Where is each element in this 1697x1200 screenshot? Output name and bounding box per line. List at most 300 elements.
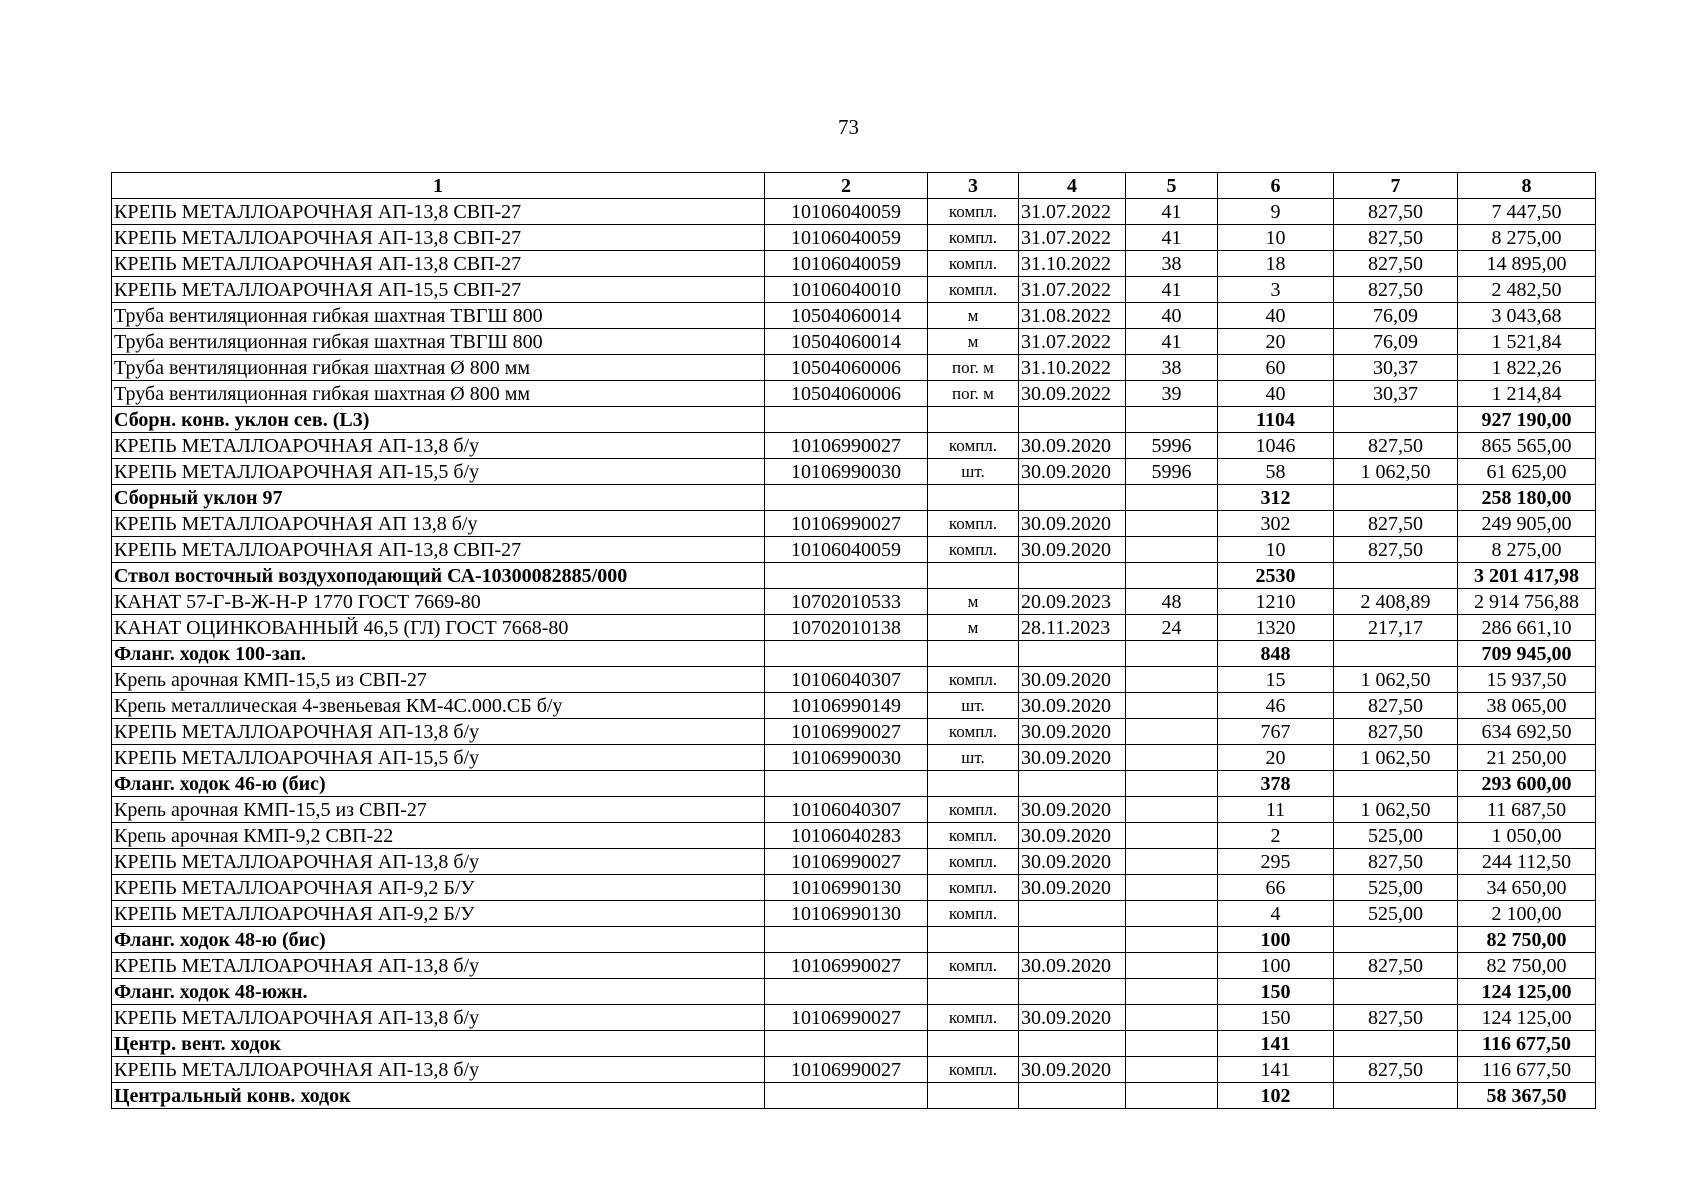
cell-name: КРЕПЬ МЕТАЛЛОАРОЧНАЯ АП-15,5 СВП-27 xyxy=(112,277,765,303)
cell-amount: 11 687,50 xyxy=(1458,797,1596,823)
cell-amount: 1 521,84 xyxy=(1458,329,1596,355)
cell-code: 10106990027 xyxy=(765,1005,928,1031)
cell-price: 827,50 xyxy=(1334,719,1458,745)
cell-quantity: 141 xyxy=(1218,1031,1334,1057)
cell-date xyxy=(1019,901,1126,927)
cell-date: 30.09.2022 xyxy=(1019,381,1126,407)
cell-code: 10106990027 xyxy=(765,511,928,537)
group-row xyxy=(112,771,1596,797)
cell-date: 30.09.2020 xyxy=(1019,537,1126,563)
group-row xyxy=(112,979,1596,1005)
cell-unit: компл. xyxy=(928,277,1019,303)
cell-price: 827,50 xyxy=(1334,1005,1458,1031)
cell-date xyxy=(1019,407,1126,433)
table-row xyxy=(112,849,1596,875)
cell-price: 76,09 xyxy=(1334,329,1458,355)
cell-amount: 244 112,50 xyxy=(1458,849,1596,875)
cell-code: 10106040059 xyxy=(765,225,928,251)
table-row xyxy=(112,615,1596,641)
table-row xyxy=(112,667,1596,693)
cell-months: 24 xyxy=(1126,615,1218,641)
cell-quantity: 20 xyxy=(1218,745,1334,771)
cell-quantity: 1210 xyxy=(1218,589,1334,615)
cell-months: 38 xyxy=(1126,355,1218,381)
cell-code xyxy=(765,1083,928,1109)
group-row xyxy=(112,485,1596,511)
cell-quantity: 3 xyxy=(1218,277,1334,303)
cell-code xyxy=(765,641,928,667)
cell-unit: пог. м xyxy=(928,355,1019,381)
cell-quantity: 40 xyxy=(1218,303,1334,329)
cell-unit: компл. xyxy=(928,901,1019,927)
cell-amount: 116 677,50 xyxy=(1458,1031,1596,1057)
cell-unit: шт. xyxy=(928,745,1019,771)
group-row xyxy=(112,407,1596,433)
cell-date: 31.07.2022 xyxy=(1019,225,1126,251)
cell-amount: 14 895,00 xyxy=(1458,251,1596,277)
cell-date: 30.09.2020 xyxy=(1019,1057,1126,1083)
table-row xyxy=(112,693,1596,719)
cell-amount: 865 565,00 xyxy=(1458,433,1596,459)
cell-unit: м xyxy=(928,329,1019,355)
cell-price: 1 062,50 xyxy=(1334,459,1458,485)
cell-price xyxy=(1334,771,1458,797)
header-cell: 4 xyxy=(1019,173,1126,199)
cell-months xyxy=(1126,745,1218,771)
cell-price: 827,50 xyxy=(1334,199,1458,225)
cell-months: 41 xyxy=(1126,225,1218,251)
cell-quantity: 10 xyxy=(1218,537,1334,563)
cell-date: 30.09.2020 xyxy=(1019,1005,1126,1031)
cell-code xyxy=(765,407,928,433)
cell-date: 30.09.2020 xyxy=(1019,823,1126,849)
cell-date: 30.09.2020 xyxy=(1019,953,1126,979)
table-row xyxy=(112,433,1596,459)
cell-price: 217,17 xyxy=(1334,615,1458,641)
cell-amount: 8 275,00 xyxy=(1458,537,1596,563)
cell-code: 10106040307 xyxy=(765,667,928,693)
cell-code: 10106990027 xyxy=(765,719,928,745)
cell-months xyxy=(1126,797,1218,823)
cell-code: 10106040059 xyxy=(765,537,928,563)
cell-price: 827,50 xyxy=(1334,1057,1458,1083)
cell-price xyxy=(1334,563,1458,589)
cell-code: 10106040010 xyxy=(765,277,928,303)
cell-code: 10106990027 xyxy=(765,953,928,979)
header-cell: 2 xyxy=(765,173,928,199)
cell-unit: компл. xyxy=(928,511,1019,537)
cell-months: 5996 xyxy=(1126,433,1218,459)
cell-unit: шт. xyxy=(928,693,1019,719)
group-row xyxy=(112,927,1596,953)
cell-code: 10106990030 xyxy=(765,459,928,485)
header-cell: 1 xyxy=(112,173,765,199)
cell-name: Труба вентиляционная гибкая шахтная ТВГШ 800 xyxy=(112,329,765,355)
cell-code: 10106990130 xyxy=(765,875,928,901)
cell-quantity: 141 xyxy=(1218,1057,1334,1083)
cell-price xyxy=(1334,407,1458,433)
cell-price: 525,00 xyxy=(1334,901,1458,927)
cell-price: 827,50 xyxy=(1334,693,1458,719)
cell-quantity: 11 xyxy=(1218,797,1334,823)
cell-price: 30,37 xyxy=(1334,355,1458,381)
cell-name: КРЕПЬ МЕТАЛЛОАРОЧНАЯ АП-13,8 СВП-27 xyxy=(112,251,765,277)
cell-name: Крепь арочная КМП-15,5 из СВП-27 xyxy=(112,797,765,823)
cell-name: КРЕПЬ МЕТАЛЛОАРОЧНАЯ АП-9,2 Б/У xyxy=(112,901,765,927)
cell-code: 10106040059 xyxy=(765,251,928,277)
table-row xyxy=(112,381,1596,407)
cell-quantity: 150 xyxy=(1218,1005,1334,1031)
cell-price: 525,00 xyxy=(1334,875,1458,901)
cell-amount: 293 600,00 xyxy=(1458,771,1596,797)
table-row xyxy=(112,1005,1596,1031)
cell-unit: м xyxy=(928,589,1019,615)
cell-date: 31.10.2022 xyxy=(1019,355,1126,381)
cell-code xyxy=(765,485,928,511)
cell-months xyxy=(1126,537,1218,563)
cell-name: Сборн. конв. уклон сев. (L3) xyxy=(112,407,765,433)
cell-amount: 34 650,00 xyxy=(1458,875,1596,901)
cell-name: Фланг. ходок 48-южн. xyxy=(112,979,765,1005)
cell-price: 30,37 xyxy=(1334,381,1458,407)
cell-name: КРЕПЬ МЕТАЛЛОАРОЧНАЯ АП-13,8 СВП-27 xyxy=(112,225,765,251)
cell-name: Фланг. ходок 48-ю (бис) xyxy=(112,927,765,953)
cell-date: 30.09.2020 xyxy=(1019,745,1126,771)
cell-date: 30.09.2020 xyxy=(1019,667,1126,693)
cell-code: 10106040059 xyxy=(765,199,928,225)
cell-unit: компл. xyxy=(928,199,1019,225)
cell-amount: 61 625,00 xyxy=(1458,459,1596,485)
cell-price: 827,50 xyxy=(1334,537,1458,563)
cell-price xyxy=(1334,641,1458,667)
cell-date: 30.09.2020 xyxy=(1019,875,1126,901)
cell-price xyxy=(1334,1031,1458,1057)
cell-quantity: 4 xyxy=(1218,901,1334,927)
cell-date xyxy=(1019,641,1126,667)
cell-quantity: 46 xyxy=(1218,693,1334,719)
table-row xyxy=(112,823,1596,849)
cell-date xyxy=(1019,927,1126,953)
cell-amount: 116 677,50 xyxy=(1458,1057,1596,1083)
cell-months: 41 xyxy=(1126,199,1218,225)
cell-code: 10106040307 xyxy=(765,797,928,823)
cell-months: 41 xyxy=(1126,329,1218,355)
cell-amount: 927 190,00 xyxy=(1458,407,1596,433)
cell-code: 10702010533 xyxy=(765,589,928,615)
table-row xyxy=(112,199,1596,225)
cell-amount: 8 275,00 xyxy=(1458,225,1596,251)
cell-price: 827,50 xyxy=(1334,251,1458,277)
cell-months xyxy=(1126,1031,1218,1057)
group-row xyxy=(112,1031,1596,1057)
cell-price: 76,09 xyxy=(1334,303,1458,329)
cell-quantity: 10 xyxy=(1218,225,1334,251)
cell-quantity: 102 xyxy=(1218,1083,1334,1109)
cell-unit: компл. xyxy=(928,251,1019,277)
cell-amount: 82 750,00 xyxy=(1458,953,1596,979)
table-row xyxy=(112,277,1596,303)
cell-months: 40 xyxy=(1126,303,1218,329)
table-row xyxy=(112,719,1596,745)
group-row xyxy=(112,1083,1596,1109)
cell-quantity: 312 xyxy=(1218,485,1334,511)
cell-months xyxy=(1126,823,1218,849)
cell-months xyxy=(1126,953,1218,979)
cell-name: Фланг. ходок 46-ю (бис) xyxy=(112,771,765,797)
cell-amount: 124 125,00 xyxy=(1458,1005,1596,1031)
cell-quantity: 66 xyxy=(1218,875,1334,901)
table-header-row xyxy=(112,173,1596,199)
cell-unit xyxy=(928,641,1019,667)
cell-code: 10106990149 xyxy=(765,693,928,719)
cell-unit: компл. xyxy=(928,537,1019,563)
cell-amount: 124 125,00 xyxy=(1458,979,1596,1005)
cell-code xyxy=(765,927,928,953)
cell-unit: м xyxy=(928,303,1019,329)
cell-date xyxy=(1019,979,1126,1005)
cell-unit: шт. xyxy=(928,459,1019,485)
cell-amount: 1 050,00 xyxy=(1458,823,1596,849)
cell-price: 827,50 xyxy=(1334,849,1458,875)
cell-unit: компл. xyxy=(928,433,1019,459)
cell-quantity: 295 xyxy=(1218,849,1334,875)
cell-amount: 82 750,00 xyxy=(1458,927,1596,953)
cell-unit xyxy=(928,979,1019,1005)
cell-months xyxy=(1126,927,1218,953)
cell-unit: компл. xyxy=(928,225,1019,251)
cell-amount: 709 945,00 xyxy=(1458,641,1596,667)
cell-name: Труба вентиляционная гибкая шахтная Ø 800 мм xyxy=(112,381,765,407)
cell-date xyxy=(1019,1083,1126,1109)
cell-amount: 2 100,00 xyxy=(1458,901,1596,927)
cell-date xyxy=(1019,563,1126,589)
cell-name: КРЕПЬ МЕТАЛЛОАРОЧНАЯ АП-13,8 б/у xyxy=(112,1057,765,1083)
cell-price xyxy=(1334,485,1458,511)
cell-code xyxy=(765,979,928,1005)
cell-months: 39 xyxy=(1126,381,1218,407)
cell-date: 31.08.2022 xyxy=(1019,303,1126,329)
cell-code: 10106990030 xyxy=(765,745,928,771)
cell-name: КРЕПЬ МЕТАЛЛОАРОЧНАЯ АП-13,8 б/у xyxy=(112,1005,765,1031)
cell-price: 2 408,89 xyxy=(1334,589,1458,615)
cell-name: КРЕПЬ МЕТАЛЛОАРОЧНАЯ АП-13,8 СВП-27 xyxy=(112,537,765,563)
cell-date xyxy=(1019,1031,1126,1057)
cell-name: КРЕПЬ МЕТАЛЛОАРОЧНАЯ АП-9,2 Б/У xyxy=(112,875,765,901)
cell-code xyxy=(765,563,928,589)
cell-unit: пог. м xyxy=(928,381,1019,407)
table-row xyxy=(112,511,1596,537)
table-row xyxy=(112,537,1596,563)
cell-unit xyxy=(928,563,1019,589)
cell-amount: 7 447,50 xyxy=(1458,199,1596,225)
cell-name: КРЕПЬ МЕТАЛЛОАРОЧНАЯ АП-13,8 б/у xyxy=(112,433,765,459)
cell-unit: компл. xyxy=(928,797,1019,823)
cell-months: 48 xyxy=(1126,589,1218,615)
cell-date: 20.09.2023 xyxy=(1019,589,1126,615)
cell-price: 827,50 xyxy=(1334,953,1458,979)
table-row xyxy=(112,329,1596,355)
table-row xyxy=(112,303,1596,329)
cell-unit xyxy=(928,1083,1019,1109)
cell-unit: м xyxy=(928,615,1019,641)
table-body xyxy=(112,199,1596,1109)
cell-quantity: 2 xyxy=(1218,823,1334,849)
cell-amount: 58 367,50 xyxy=(1458,1083,1596,1109)
cell-code: 10106040283 xyxy=(765,823,928,849)
cell-quantity: 58 xyxy=(1218,459,1334,485)
cell-amount: 249 905,00 xyxy=(1458,511,1596,537)
cell-quantity: 1104 xyxy=(1218,407,1334,433)
cell-quantity: 378 xyxy=(1218,771,1334,797)
cell-price: 827,50 xyxy=(1334,225,1458,251)
cell-unit xyxy=(928,485,1019,511)
cell-price xyxy=(1334,927,1458,953)
cell-quantity: 848 xyxy=(1218,641,1334,667)
cell-months xyxy=(1126,407,1218,433)
cell-quantity: 100 xyxy=(1218,927,1334,953)
table-row xyxy=(112,355,1596,381)
cell-date: 30.09.2020 xyxy=(1019,719,1126,745)
group-row xyxy=(112,641,1596,667)
cell-amount: 3 043,68 xyxy=(1458,303,1596,329)
cell-name: КРЕПЬ МЕТАЛЛОАРОЧНАЯ АП 13,8 б/у xyxy=(112,511,765,537)
cell-amount: 634 692,50 xyxy=(1458,719,1596,745)
cell-name: КАНАТ 57-Г-В-Ж-Н-Р 1770 ГОСТ 7669-80 xyxy=(112,589,765,615)
cell-date: 31.07.2022 xyxy=(1019,277,1126,303)
cell-quantity: 1320 xyxy=(1218,615,1334,641)
cell-months xyxy=(1126,563,1218,589)
cell-quantity: 18 xyxy=(1218,251,1334,277)
cell-date: 30.09.2020 xyxy=(1019,849,1126,875)
cell-date: 31.07.2022 xyxy=(1019,329,1126,355)
cell-months xyxy=(1126,485,1218,511)
cell-name: Крепь металлическая 4-звеньевая КМ-4С.000.СБ б/у xyxy=(112,693,765,719)
header-cell: 8 xyxy=(1458,173,1596,199)
cell-months xyxy=(1126,771,1218,797)
cell-quantity: 100 xyxy=(1218,953,1334,979)
cell-name: Крепь арочная КМП-9,2 СВП-22 xyxy=(112,823,765,849)
cell-name: Сборный уклон 97 xyxy=(112,485,765,511)
cell-amount: 15 937,50 xyxy=(1458,667,1596,693)
cell-code: 10106990027 xyxy=(765,1057,928,1083)
cell-date: 31.07.2022 xyxy=(1019,199,1126,225)
cell-months xyxy=(1126,1005,1218,1031)
cell-date xyxy=(1019,771,1126,797)
header-cell: 6 xyxy=(1218,173,1334,199)
cell-months xyxy=(1126,875,1218,901)
cell-unit xyxy=(928,1031,1019,1057)
cell-quantity: 767 xyxy=(1218,719,1334,745)
cell-unit xyxy=(928,927,1019,953)
cell-code: 10504060014 xyxy=(765,303,928,329)
cell-name: Фланг. ходок 100-зап. xyxy=(112,641,765,667)
cell-unit xyxy=(928,407,1019,433)
cell-months: 5996 xyxy=(1126,459,1218,485)
group-row xyxy=(112,563,1596,589)
cell-date: 30.09.2020 xyxy=(1019,797,1126,823)
cell-months xyxy=(1126,1057,1218,1083)
cell-months xyxy=(1126,511,1218,537)
cell-unit: компл. xyxy=(928,1057,1019,1083)
cell-code: 10702010138 xyxy=(765,615,928,641)
cell-amount: 2 914 756,88 xyxy=(1458,589,1596,615)
cell-code: 10106990027 xyxy=(765,433,928,459)
cell-unit: компл. xyxy=(928,953,1019,979)
table-row xyxy=(112,225,1596,251)
cell-quantity: 150 xyxy=(1218,979,1334,1005)
table-row xyxy=(112,953,1596,979)
cell-name: Крепь арочная КМП-15,5 из СВП-27 xyxy=(112,667,765,693)
cell-price: 827,50 xyxy=(1334,277,1458,303)
cell-unit: компл. xyxy=(928,823,1019,849)
cell-quantity: 40 xyxy=(1218,381,1334,407)
cell-amount: 38 065,00 xyxy=(1458,693,1596,719)
cell-code: 10504060006 xyxy=(765,381,928,407)
cell-name: КРЕПЬ МЕТАЛЛОАРОЧНАЯ АП-15,5 б/у xyxy=(112,459,765,485)
cell-months xyxy=(1126,667,1218,693)
cell-months xyxy=(1126,693,1218,719)
cell-months xyxy=(1126,901,1218,927)
cell-code: 10106990027 xyxy=(765,849,928,875)
cell-price xyxy=(1334,979,1458,1005)
table-row xyxy=(112,459,1596,485)
cell-price: 1 062,50 xyxy=(1334,797,1458,823)
cell-months xyxy=(1126,979,1218,1005)
header-cell: 7 xyxy=(1334,173,1458,199)
cell-months xyxy=(1126,849,1218,875)
header-cell: 3 xyxy=(928,173,1019,199)
cell-quantity: 15 xyxy=(1218,667,1334,693)
cell-quantity: 9 xyxy=(1218,199,1334,225)
cell-amount: 21 250,00 xyxy=(1458,745,1596,771)
cell-amount: 286 661,10 xyxy=(1458,615,1596,641)
cell-name: КРЕПЬ МЕТАЛЛОАРОЧНАЯ АП-13,8 б/у xyxy=(112,953,765,979)
cell-unit: компл. xyxy=(928,849,1019,875)
cell-amount: 3 201 417,98 xyxy=(1458,563,1596,589)
cell-price: 827,50 xyxy=(1334,511,1458,537)
cell-unit: компл. xyxy=(928,667,1019,693)
cell-quantity: 60 xyxy=(1218,355,1334,381)
table-row xyxy=(112,589,1596,615)
cell-name: КАНАТ ОЦИНКОВАННЫЙ 46,5 (ГЛ) ГОСТ 7668-80 xyxy=(112,615,765,641)
cell-price: 827,50 xyxy=(1334,433,1458,459)
cell-months: 41 xyxy=(1126,277,1218,303)
cell-code: 10106990130 xyxy=(765,901,928,927)
table-row xyxy=(112,745,1596,771)
cell-price: 1 062,50 xyxy=(1334,745,1458,771)
cell-name: Труба вентиляционная гибкая шахтная Ø 800 мм xyxy=(112,355,765,381)
header-cell: 5 xyxy=(1126,173,1218,199)
cell-name: Ствол восточный воздухоподающий СА-10300082885/000 xyxy=(112,563,765,589)
cell-amount: 1 822,26 xyxy=(1458,355,1596,381)
cell-name: КРЕПЬ МЕТАЛЛОАРОЧНАЯ АП-13,8 СВП-27 xyxy=(112,199,765,225)
cell-amount: 2 482,50 xyxy=(1458,277,1596,303)
table-row xyxy=(112,901,1596,927)
cell-name: КРЕПЬ МЕТАЛЛОАРОЧНАЯ АП-13,8 б/у xyxy=(112,719,765,745)
cell-months: 38 xyxy=(1126,251,1218,277)
cell-quantity: 20 xyxy=(1218,329,1334,355)
cell-code: 10504060014 xyxy=(765,329,928,355)
cell-unit xyxy=(928,771,1019,797)
cell-quantity: 2530 xyxy=(1218,563,1334,589)
table-row xyxy=(112,1057,1596,1083)
cell-name: Центр. вент. ходок xyxy=(112,1031,765,1057)
cell-months xyxy=(1126,719,1218,745)
cell-date: 28.11.2023 xyxy=(1019,615,1126,641)
cell-date: 30.09.2020 xyxy=(1019,511,1126,537)
cell-months xyxy=(1126,1083,1218,1109)
cell-price: 525,00 xyxy=(1334,823,1458,849)
